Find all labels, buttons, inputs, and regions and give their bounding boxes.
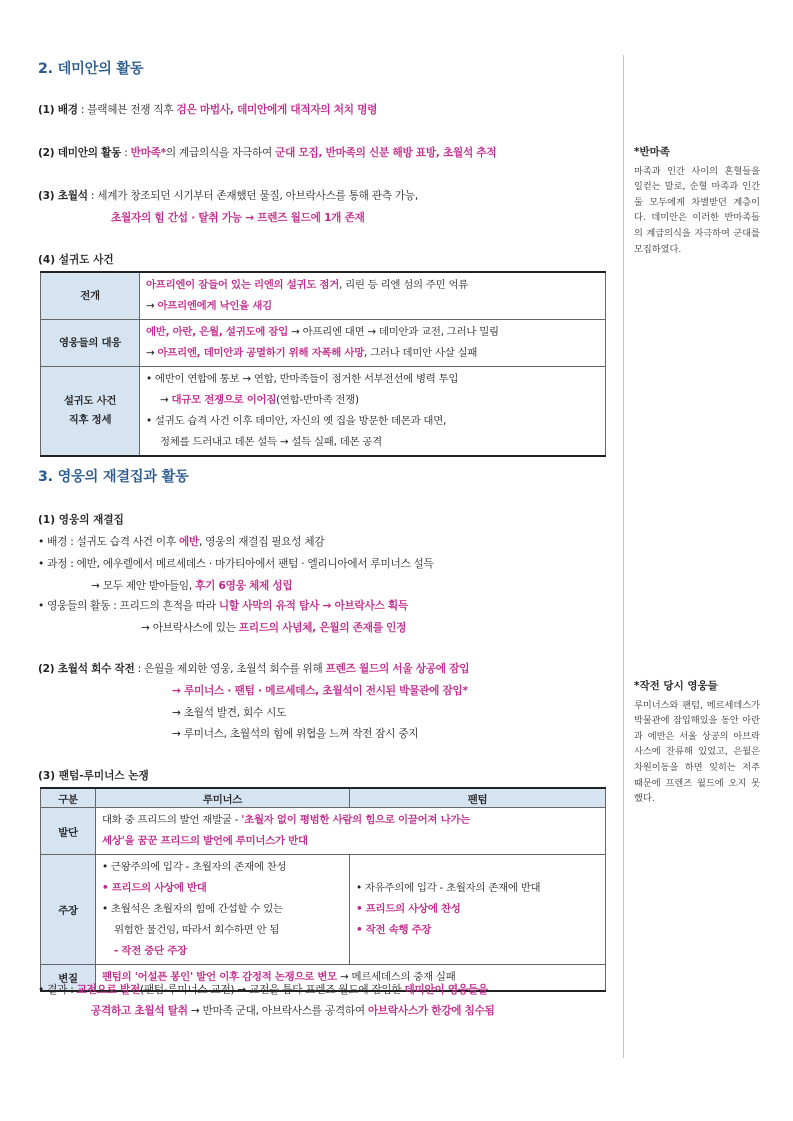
table-row [41,272,606,320]
table-row [41,855,606,965]
text: : 은월을 제외한 영웅, 초월석 회수를 위해 [134,663,326,675]
cell-highlight: 아프리엔에게 낙인을 새김 [157,300,272,312]
s2-activity-highlight: 군대 모집, 반마족의 신분 해방 표방, 초월석 추적 [275,147,497,159]
highlight: 니할 사막의 유적 탐사 → 아브락사스 획득 [218,600,408,612]
highlight: 공격하고 초월석 탈취 [91,1005,188,1017]
s3-line: • 과정 : 에반, 에우렐에서 메르세데스 · 마가티아에서 팬텀 · 엘리니아에서 루미너스 설득 [38,558,434,570]
highlight: 프리드의 사념체, 은월의 존재를 인정 [238,622,407,634]
sidebar-note-body: 루미너스와 팬텀, 메르세데스가 박물관에 잠입해있을 동안 아란과 에반은 서울 상공의 아브락사스에 잔류해 있었고, 은월은 차원이동을 하면 잊히는 저주 때문에 프렌즈 월드에 오지 못했다. [634,699,760,805]
cell-text: → 메르세데스의 중재 실패 [336,971,456,983]
cell-highlight: • 작전 속행 주장 [356,924,432,936]
cell-highlight: - 작전 중단 주장 [114,945,187,957]
highlight: 프렌즈 월드의 서울 상공에 잠입 [325,663,470,675]
cell-highlight: 아프리엔이 잠들어 있는 리엔의 설귀도 점거 [146,279,340,291]
s3-line [172,683,468,698]
s2-activity-text: 의 계급의식을 자극하여 [165,147,276,159]
incident-row-head: 전개 [41,272,140,320]
text: , 영웅의 재결집 필요성 체감 [198,536,325,548]
cell-text: 위험한 물건임, 따라서 회수하면 안 됨 [114,924,280,936]
incident-row-content [140,367,606,457]
sidebar-note-title: *작전 당시 영웅들 [634,680,718,692]
incident-row-content [140,272,606,320]
text: • 영웅들의 활동 : 프리드의 흔적을 따라 [38,600,219,612]
col-head-luminous: 루미너스 [96,788,350,808]
section-3-title: 3. 영웅의 재결집과 활동 [38,469,189,485]
cell-highlight: 아프리엔, 데미안과 공멸하기 위해 자폭해 사망 [157,347,365,359]
row-head: 발단 [41,808,96,855]
row-content [96,808,606,855]
s2-stone-line [38,188,418,203]
s3-operation-label: (2) 초월석 회수 작전 [38,663,135,675]
row-head: 주장 [41,855,96,965]
s2-activity-line [38,145,496,160]
sidebar-note-half-demon [634,145,760,257]
highlight: 교전으로 발전 [76,984,140,996]
section-2-title: 2. 데미안의 활동 [38,61,144,77]
debate-table [40,787,606,992]
s3-line [38,598,408,613]
luminous-claims [96,855,350,965]
cell-text: • 설귀도 습격 사건 이후 데미안, 자신의 옛 집을 방문한 데몬과 대면, [146,415,447,427]
incident-row-head: 영웅들의 대응 [41,320,140,367]
s2-background-text: : 블랙헤븐 전쟁 직후 [77,104,177,116]
cell-highlight: • 프리드의 사상에 반대 [102,882,207,894]
sidebar-note-title: *반마족 [634,146,670,158]
s2-incident-heading: (4) 설귀도 사건 [38,254,114,266]
text: • 결과 : [38,984,77,996]
s3-regroup-heading: (1) 영웅의 재결집 [38,514,124,526]
cell-text: • 자유주의에 입각 - 초월자의 존재에 반대 [356,882,541,894]
text: (팬텀-루미너스 교전) → 교전을 틈타 프렌즈 월드에 잠입한 [139,984,405,996]
highlight: 데미안이 영웅들을 [404,984,488,996]
row-head: 변질 [41,965,96,992]
s2-background-label: (1) 배경 [38,104,78,116]
sidebar-note-body: 마족과 인간 사이의 혼혈들을 일컫는 말로, 순혈 마족과 인간 둘 모두에게 차별받던 계층이다. 데미안은 이러한 반마족들의 계급의식을 자극하여 군대를 모집하였다. [634,165,760,255]
highlight: 아브락사스가 한강에 침수됨 [367,1005,495,1017]
cell-highlight: 에반, 아란, 은월, 설귀도에 잠입 [146,326,289,338]
cell-head-line: 설귀도 사건 [63,395,117,407]
cell-text: , 리린 등 리엔 섬의 주민 억류 [339,279,469,291]
s3-result-line [38,982,488,997]
text: → 반마족 군대, 아브락사스를 공격하여 [187,1005,368,1017]
s3-line: → 루미너스, 초월석의 힘에 위협을 느껴 작전 잠시 중지 [172,728,419,740]
s3-line: → 초월석 발견, 회수 시도 [172,707,287,719]
incident-table [40,271,606,457]
s2-stone-text: : 세계가 창조되던 시기부터 존재했던 물질, 아브락사스를 통해 관측 가능, [87,190,418,202]
cell-arrow: → [146,347,158,359]
cell-text: , 그러나 데미안 사살 실패 [364,347,478,359]
cell-highlight: '초월자 없이 평범한 사람의 힘으로 이끌어져 나가는 [241,814,470,826]
cell-text: 정체를 드러내고 데몬 설득 → 설득 실패, 데몬 공격 [160,436,382,448]
s3-debate-heading: (3) 팬텀-루미너스 논쟁 [38,770,149,782]
cell-head-line: 직후 정세 [68,414,112,426]
col-head-category: 구분 [41,788,96,808]
cell-arrow: → [160,394,172,406]
table-row [41,320,606,367]
cell-text: • 에반이 연합에 통보 → 연합, 반마족들이 점거한 서부전선에 병력 투입 [146,373,459,385]
sidebar-divider [623,55,624,1058]
s3-line [38,534,324,549]
cell-highlight: 팬텀의 '어설픈 봉인' 발언 이후 감정적 논쟁으로 변모 [102,971,337,983]
phantom-claims [350,855,606,965]
cell-text: 대화 중 프리드의 발언 재발굴 - [102,814,242,826]
sidebar-note-heroes [634,679,760,807]
text: → 모두 제안 받아들임, [91,580,196,592]
cell-highlight: 대규모 전쟁으로 이어짐 [171,394,277,406]
cell-text: • 근왕주의에 입각 - 초월자의 존재에 찬성 [102,861,287,873]
s2-stone-label: (3) 초월석 [38,190,88,202]
table-header-row [41,788,606,808]
s2-background-line [38,102,377,117]
cell-text: (연합-반마족 전쟁) [276,394,359,406]
s3-line [141,620,406,635]
s2-activity-sep: : [121,147,131,159]
incident-row-content [140,320,606,367]
s3-line [91,578,292,593]
s2-stone-highlight: 초월자의 힘 간섭 · 탈취 가능 → 프렌즈 월드에 1개 존재 [111,212,365,224]
cell-highlight: • 프리드의 사상에 찬성 [356,903,461,915]
cell-text: • 초월석은 초월자의 힘에 간섭할 수 있는 [102,903,283,915]
table-row [41,367,606,457]
cell-arrow: → [146,300,158,312]
highlight: 후기 6영웅 체제 성립 [195,580,293,592]
s3-operation-line [38,661,469,676]
cell-text: → 아프리엔 대면 → 데미안과 교전, 그러나 밀림 [288,326,499,338]
incident-row-head [41,367,140,457]
table-row [41,808,606,855]
highlight: 에반 [178,536,199,548]
highlight: → 루미너스 · 팬텀 · 메르세데스, 초월석이 전시된 박물관에 잠입* [172,685,468,697]
col-head-phantom: 팬텀 [350,788,606,808]
s2-stone-line-2 [111,210,365,225]
text: → 아브락사스에 있는 [141,622,239,634]
s2-activity-label: (2) 데미안의 활동 [38,147,122,159]
s2-background-highlight: 검은 마법사, 데미안에게 대적자의 처치 명령 [176,104,378,116]
s3-result-line-2 [91,1003,495,1018]
cell-highlight: 세상'을 꿈꾼 프리드의 발언에 루미너스가 반대 [102,835,308,847]
text: • 배경 : 설귀도 습격 사건 이후 [38,536,179,548]
s2-activity-term: 반마족* [130,147,166,159]
